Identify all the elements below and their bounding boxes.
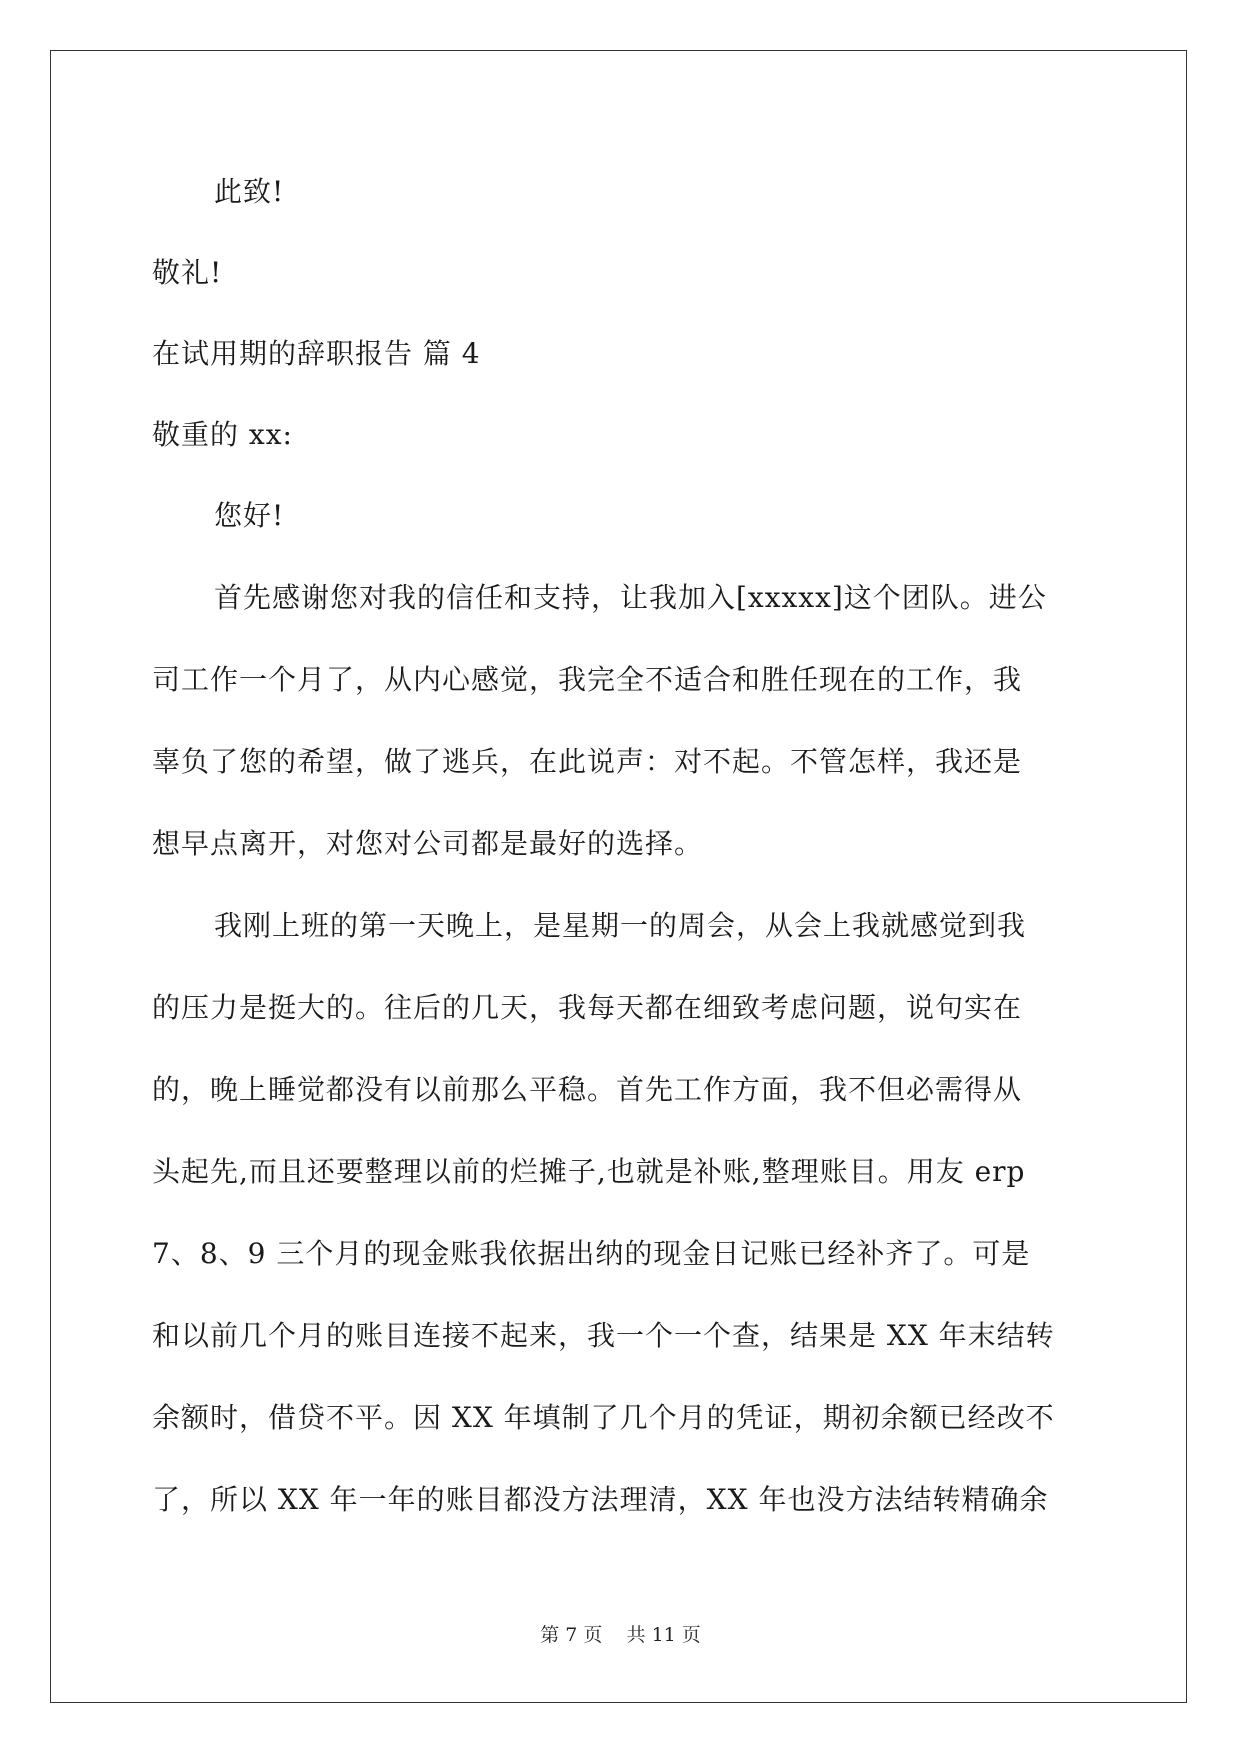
salutation-line: 敬礼! — [152, 256, 223, 289]
section-heading: 在试用期的辞职报告 篇 4 — [152, 337, 481, 370]
greeting-line: 您好! — [214, 499, 285, 532]
paragraph-line: 司工作一个月了，从内心感觉，我完全不适合和胜任现在的工作，我 — [152, 663, 1023, 696]
paragraph-line: 首先感谢您对我的信任和支持，让我加入[xxxxx]这个团队。进公 — [214, 581, 1047, 614]
page-number-footer: 第 7 页 共 11 页 — [540, 1624, 701, 1646]
paragraph-line: 头起先,而且还要整理以前的烂摊子,也就是补账,整理账目。用友 erp — [152, 1155, 1026, 1188]
paragraph-line: 的压力是挺大的。往后的几天，我每天都在细致考虑问题，说句实在 — [152, 991, 1023, 1024]
paragraph-line: 余额时，借贷不平。因 XX 年填制了几个月的凭证，期初余额已经改不 — [152, 1401, 1055, 1434]
paragraph-line: 和以前几个月的账目连接不起来，我一个一个查，结果是 XX 年末结转 — [152, 1319, 1055, 1352]
paragraph-line: 7、8、9 三个月的现金账我依据出纳的现金日记账已经补齐了。可是 — [152, 1237, 1031, 1270]
closing-line: 此致! — [214, 175, 285, 208]
paragraph-line: 想早点离开，对您对公司都是最好的选择。 — [152, 827, 704, 860]
page-border — [50, 50, 1187, 1703]
addressee-line: 敬重的 xx: — [152, 418, 293, 451]
paragraph-line: 的，晚上睡觉都没有以前那么平稳。首先工作方面，我不但必需得从 — [152, 1073, 1023, 1106]
paragraph-line: 了，所以 XX 年一年的账目都没方法理清，XX 年也没方法结转精确余 — [152, 1483, 1049, 1516]
paragraph-line: 我刚上班的第一天晚上，是星期一的周会，从会上我就感觉到我 — [214, 909, 1027, 942]
paragraph-line: 辜负了您的希望，做了逃兵，在此说声：对不起。不管怎样，我还是 — [152, 745, 1023, 778]
